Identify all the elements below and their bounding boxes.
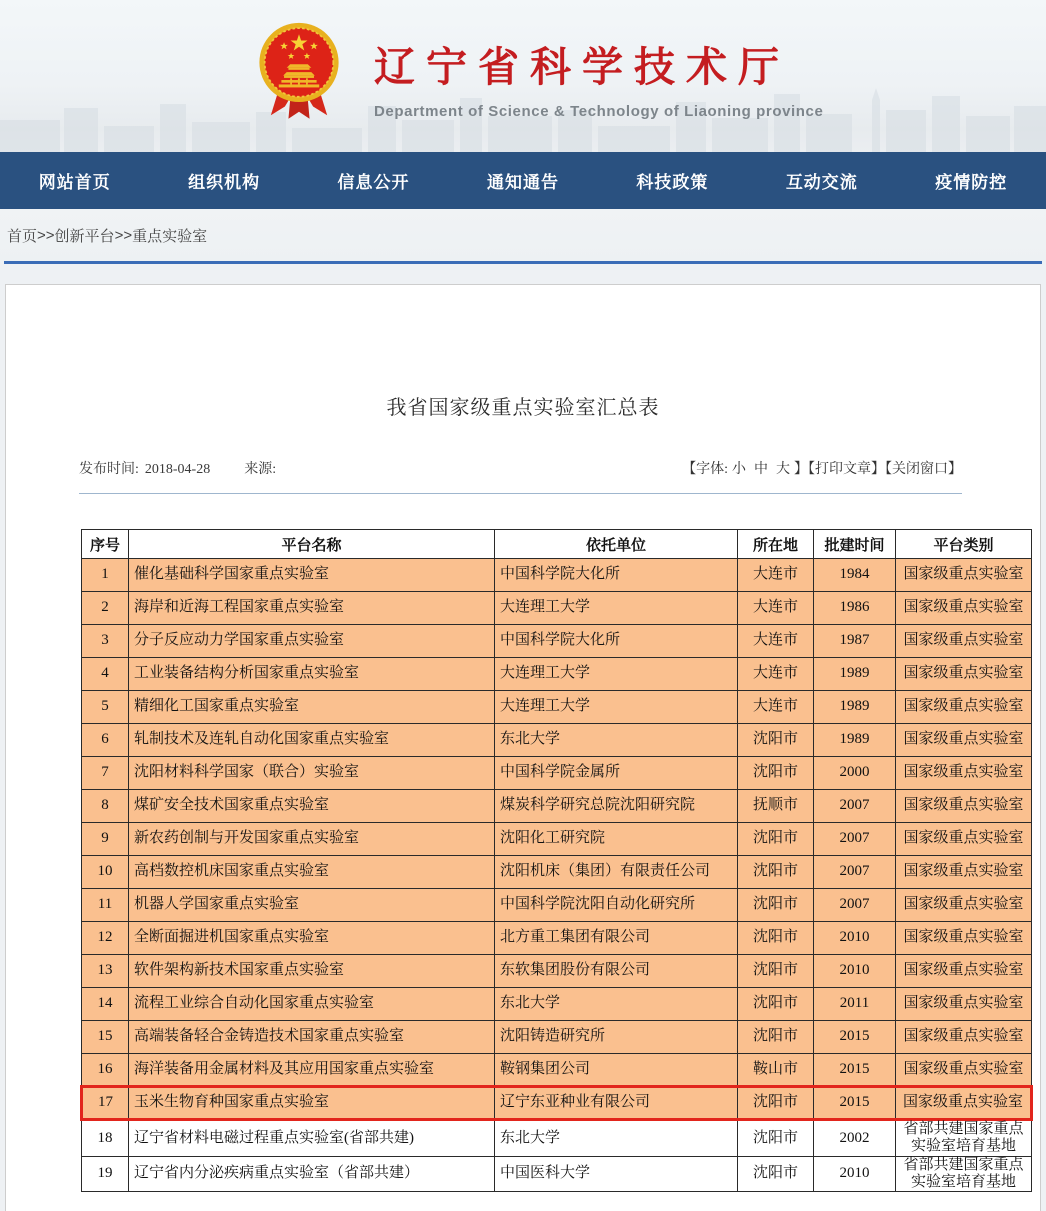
cell-name: 辽宁省内分泌疾病重点实验室（省部共建）: [129, 1156, 495, 1192]
cell-year: 2011: [814, 988, 896, 1021]
source-label: 来源:: [244, 462, 277, 477]
cell-name: 软件架构新技术国家重点实验室: [129, 955, 495, 988]
cell-city: 鞍山市: [738, 1054, 814, 1087]
cell-year: 1984: [814, 559, 896, 592]
cell-category: 国家级重点实验室: [896, 922, 1032, 955]
cell-category: 国家级重点实验室: [896, 757, 1032, 790]
table-row: [82, 625, 1032, 658]
table-row: [82, 559, 1032, 592]
breadcrumb-separator: >>: [37, 226, 55, 244]
cell-city: 大连市: [738, 691, 814, 724]
site-title: 辽宁省科学技术厅: [374, 44, 790, 90]
cell-year: 1987: [814, 625, 896, 658]
cell-unit: 煤炭科学研究总院沈阳研究院: [495, 790, 738, 823]
cell-year: 2007: [814, 823, 896, 856]
nav-item-info-disclosure[interactable]: 信息公开: [337, 173, 410, 192]
table-row: [82, 889, 1032, 922]
cell-unit: 中国科学院沈阳自动化研究所: [495, 889, 738, 922]
cell-unit: 中国科学院金属所: [495, 757, 738, 790]
cell-year: 2000: [814, 757, 896, 790]
table-row: [82, 856, 1032, 889]
cell-city: 沈阳市: [738, 1087, 814, 1120]
cell-year: 2010: [814, 955, 896, 988]
cell-year: 2015: [814, 1087, 896, 1120]
cell-unit: 大连理工大学: [495, 691, 738, 724]
table-row: [82, 823, 1032, 856]
cell-name: 工业装备结构分析国家重点实验室: [129, 658, 495, 691]
cell-city: 抚顺市: [738, 790, 814, 823]
cell-category: 省部共建国家重点实验室培育基地: [896, 1120, 1032, 1157]
cell-city: 沈阳市: [738, 856, 814, 889]
cell-category: 国家级重点实验室: [896, 823, 1032, 856]
cell-city: 沈阳市: [738, 1156, 814, 1192]
col-header-platform-name: 平台名称: [129, 530, 495, 559]
main-nav: [0, 152, 1046, 209]
breadcrumb-innovation-platform-link[interactable]: 创新平台: [54, 227, 115, 245]
cell-city: 大连市: [738, 559, 814, 592]
table-row: [82, 691, 1032, 724]
cell-category: 国家级重点实验室: [896, 988, 1032, 1021]
cell-no: 3: [82, 625, 129, 658]
cell-unit: 东软集团股份有限公司: [495, 955, 738, 988]
cell-city: 沈阳市: [738, 724, 814, 757]
cell-no: 16: [82, 1054, 129, 1087]
font-size-small-button[interactable]: 小: [732, 462, 746, 477]
cell-category: 国家级重点实验室: [896, 625, 1032, 658]
cell-no: 5: [82, 691, 129, 724]
cell-category: 省部共建国家重点实验室培育基地: [896, 1156, 1032, 1192]
table-row: [82, 1156, 1032, 1192]
blue-divider: [4, 261, 1042, 264]
cell-no: 18: [82, 1120, 129, 1157]
article-meta-bar: [79, 458, 962, 494]
cell-unit: 北方重工集团有限公司: [495, 922, 738, 955]
cell-no: 6: [82, 724, 129, 757]
cell-city: 沈阳市: [738, 988, 814, 1021]
cell-no: 2: [82, 592, 129, 625]
table-row: [82, 988, 1032, 1021]
breadcrumb-home-link[interactable]: 首页: [7, 227, 38, 245]
breadcrumb-separator: >>: [114, 226, 133, 244]
site-subtitle: Department of Science & Technology of Liaoning province: [374, 103, 824, 120]
table-row: [82, 1087, 1032, 1120]
cell-year: 2010: [814, 1156, 896, 1192]
cell-city: 沈阳市: [738, 757, 814, 790]
cell-no: 19: [82, 1156, 129, 1192]
table-row: [82, 757, 1032, 790]
cell-year: 2007: [814, 889, 896, 922]
lab-table-body: [82, 559, 1032, 1192]
breadcrumb: [0, 209, 1046, 261]
cell-name: 玉米生物育种国家重点实验室: [129, 1087, 495, 1120]
cell-name: 催化基础科学国家重点实验室: [129, 559, 495, 592]
cell-year: 2015: [814, 1021, 896, 1054]
cell-unit: 中国科学院大化所: [495, 559, 738, 592]
close-window-button[interactable]: 【关闭窗口】: [885, 462, 962, 477]
table-row: [82, 922, 1032, 955]
cell-name: 高端装备轻合金铸造技术国家重点实验室: [129, 1021, 495, 1054]
cell-city: 沈阳市: [738, 823, 814, 856]
cell-name: 沈阳材料科学国家（联合）实验室: [129, 757, 495, 790]
cell-category: 国家级重点实验室: [896, 856, 1032, 889]
nav-item-notices[interactable]: 通知通告: [486, 173, 559, 192]
cell-category: 国家级重点实验室: [896, 592, 1032, 625]
cell-no: 1: [82, 559, 129, 592]
table-row: [82, 592, 1032, 625]
cell-year: 1989: [814, 658, 896, 691]
cell-year: 2010: [814, 922, 896, 955]
cell-no: 8: [82, 790, 129, 823]
cell-year: 1989: [814, 691, 896, 724]
publish-time-label: 发布时间:: [79, 462, 139, 477]
cell-category: 国家级重点实验室: [896, 955, 1032, 988]
cell-city: 沈阳市: [738, 922, 814, 955]
cell-category: 国家级重点实验室: [896, 658, 1032, 691]
site-titles: [374, 34, 823, 120]
cell-no: 11: [82, 889, 129, 922]
cell-unit: 沈阳铸造研究所: [495, 1021, 738, 1054]
cell-year: 1989: [814, 724, 896, 757]
cell-no: 14: [82, 988, 129, 1021]
article-title: 我省国家级重点实验室汇总表: [386, 397, 660, 419]
col-header-no: 序号: [82, 530, 129, 559]
cell-unit: 中国科学院大化所: [495, 625, 738, 658]
table-row: [82, 790, 1032, 823]
table-header-row: [82, 530, 1032, 559]
cell-unit: 东北大学: [495, 1120, 738, 1157]
cell-category: 国家级重点实验室: [896, 691, 1032, 724]
nav-item-organization[interactable]: 组织机构: [188, 173, 261, 192]
font-size-label: 【字体:: [682, 462, 728, 477]
cell-no: 9: [82, 823, 129, 856]
cell-unit: 沈阳机床（集团）有限责任公司: [495, 856, 738, 889]
cell-year: 1986: [814, 592, 896, 625]
cell-category: 国家级重点实验室: [896, 1021, 1032, 1054]
cell-name: 流程工业综合自动化国家重点实验室: [129, 988, 495, 1021]
cell-name: 机器人学国家重点实验室: [129, 889, 495, 922]
cell-no: 15: [82, 1021, 129, 1054]
national-emblem-icon: [255, 20, 343, 126]
cell-city: 沈阳市: [738, 889, 814, 922]
font-size-label-close: 】: [794, 462, 808, 477]
cell-no: 7: [82, 757, 129, 790]
nav-item-epidemic-prevention[interactable]: 疫情防控: [935, 173, 1008, 192]
print-article-button[interactable]: 【打印文章】: [808, 462, 885, 477]
cell-category: 国家级重点实验室: [896, 790, 1032, 823]
cell-name: 分子反应动力学国家重点实验室: [129, 625, 495, 658]
cell-unit: 大连理工大学: [495, 592, 738, 625]
cell-name: 辽宁省材料电磁过程重点实验室(省部共建): [129, 1120, 495, 1157]
cell-no: 10: [82, 856, 129, 889]
cell-unit: 东北大学: [495, 988, 738, 1021]
article-toolbar: [682, 458, 962, 478]
nav-item-scitech-policy[interactable]: 科技政策: [636, 173, 709, 192]
cell-year: 2007: [814, 856, 896, 889]
cell-no: 12: [82, 922, 129, 955]
cell-no: 4: [82, 658, 129, 691]
cell-category: 国家级重点实验室: [896, 724, 1032, 757]
cell-city: 大连市: [738, 625, 814, 658]
cell-no: 17: [82, 1087, 129, 1120]
col-header-supporting-unit: 依托单位: [495, 530, 738, 559]
cell-unit: 中国医科大学: [495, 1156, 738, 1192]
table-row: [82, 955, 1032, 988]
cell-category: 国家级重点实验室: [896, 1087, 1032, 1120]
breadcrumb-current: 重点实验室: [132, 227, 208, 245]
col-header-platform-type: 平台类别: [896, 530, 1032, 559]
cell-category: 国家级重点实验室: [896, 889, 1032, 922]
cell-name: 新农药创制与开发国家重点实验室: [129, 823, 495, 856]
cell-city: 大连市: [738, 592, 814, 625]
site-header: [0, 0, 1046, 152]
cell-name: 海洋装备用金属材料及其应用国家重点实验室: [129, 1054, 495, 1087]
cell-city: 沈阳市: [738, 1021, 814, 1054]
article-container: [5, 284, 1041, 1211]
table-row: [82, 1021, 1032, 1054]
cell-unit: 沈阳化工研究院: [495, 823, 738, 856]
cell-year: 2015: [814, 1054, 896, 1087]
cell-category: 国家级重点实验室: [896, 559, 1032, 592]
publish-date: 2018-04-28: [144, 462, 211, 477]
table-row: [82, 1120, 1032, 1157]
table-row: [82, 658, 1032, 691]
cell-unit: 东北大学: [495, 724, 738, 757]
cell-unit: 大连理工大学: [495, 658, 738, 691]
cell-no: 13: [82, 955, 129, 988]
cell-name: 煤矿安全技术国家重点实验室: [129, 790, 495, 823]
cell-category: 国家级重点实验室: [896, 1054, 1032, 1087]
cell-name: 高档数控机床国家重点实验室: [129, 856, 495, 889]
col-header-approval-year: 批建时间: [814, 530, 896, 559]
cell-name: 全断面掘进机国家重点实验室: [129, 922, 495, 955]
cell-name: 轧制技术及连轧自动化国家重点实验室: [129, 724, 495, 757]
labs-table: [80, 529, 1033, 1192]
cell-unit: 鞍钢集团公司: [495, 1054, 738, 1087]
publish-info: [79, 458, 282, 478]
cell-year: 2002: [814, 1120, 896, 1157]
table-row: [82, 1054, 1032, 1087]
font-size-medium-button[interactable]: 中: [754, 462, 768, 477]
col-header-location: 所在地: [738, 530, 814, 559]
cell-unit: 辽宁东亚种业有限公司: [495, 1087, 738, 1120]
cell-city: 沈阳市: [738, 1120, 814, 1157]
nav-item-interaction[interactable]: 互动交流: [785, 173, 858, 192]
table-row: [82, 724, 1032, 757]
cell-name: 海岸和近海工程国家重点实验室: [129, 592, 495, 625]
nav-item-home[interactable]: 网站首页: [38, 173, 111, 192]
cell-year: 2007: [814, 790, 896, 823]
cell-name: 精细化工国家重点实验室: [129, 691, 495, 724]
cell-city: 大连市: [738, 658, 814, 691]
cell-city: 沈阳市: [738, 955, 814, 988]
font-size-large-button[interactable]: 大: [776, 462, 790, 477]
